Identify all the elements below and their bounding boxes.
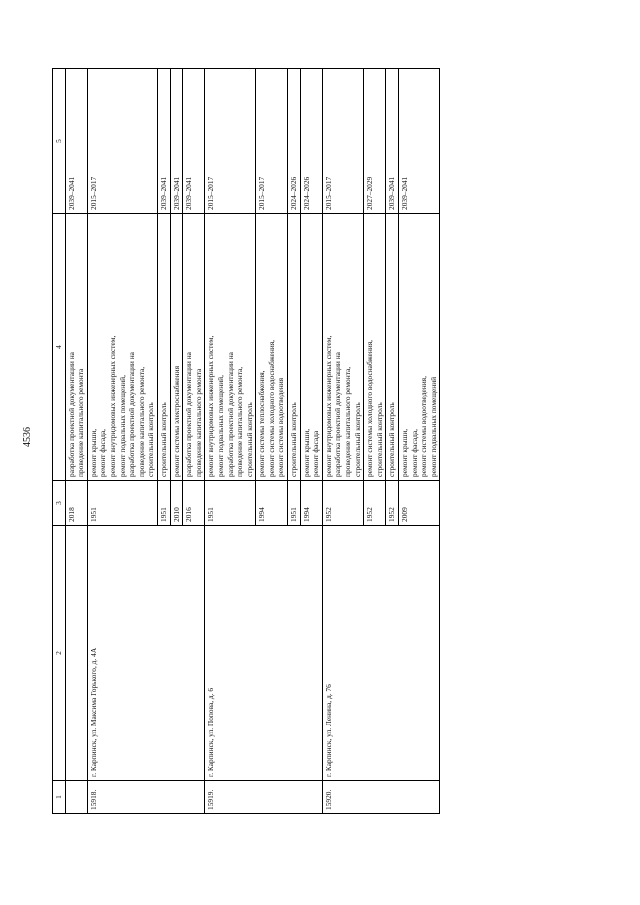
work-item: проведение капитального ремонта,	[136, 366, 146, 477]
table-row	[205, 69, 256, 814]
work-item: проведение капитального ремонта,	[343, 366, 353, 477]
period-cell: 2039–2041	[399, 69, 440, 214]
work-item: проведение капитального ремонта	[193, 368, 203, 477]
year-cell: 2016	[183, 481, 205, 526]
works-cell	[65, 214, 87, 481]
year-cell: 1951	[288, 481, 301, 526]
address-cell	[65, 526, 87, 781]
period-cell: 2039–2041	[183, 69, 205, 214]
header-col-2: 2	[53, 526, 66, 781]
works-cell	[386, 214, 399, 481]
work-item: ремонт фасада	[311, 430, 321, 477]
header-col-3: 3	[53, 481, 66, 526]
year-cell: 1994	[256, 481, 288, 526]
table-row	[322, 69, 363, 814]
works-cell	[183, 214, 205, 481]
table-row	[65, 69, 87, 814]
work-item: ремонт подвальных помещений	[428, 376, 438, 477]
work-item: строительный контроль	[387, 402, 397, 477]
house-number-cell: 15920.	[322, 781, 440, 814]
period-cell: 2039–2041	[157, 69, 170, 214]
period-cell: 2027–2029	[364, 69, 386, 214]
year-cell: 1951	[87, 481, 157, 526]
works-cell	[364, 214, 386, 481]
work-item: проведение капитального ремонта,	[235, 366, 245, 477]
table-row	[87, 69, 157, 814]
works-cell	[205, 214, 256, 481]
year-cell: 2018	[65, 481, 87, 526]
header-row	[53, 69, 66, 814]
work-item: строительный контроль	[374, 402, 384, 477]
page-number: 4536	[22, 427, 33, 447]
work-item: проведение капитального ремонта	[76, 368, 86, 477]
work-item: ремонт крыши,	[88, 428, 98, 477]
header-col-4: 4	[53, 214, 66, 481]
house-number-cell: 15918.	[87, 781, 205, 814]
year-cell: 1952	[386, 481, 399, 526]
work-item: разработка проектной документации на	[225, 352, 235, 477]
year-cell: 2009	[399, 481, 440, 526]
work-item: ремонт системы теплоснабжения,	[257, 370, 267, 477]
work-item: ремонт фасада,	[98, 429, 108, 477]
address-cell: г. Карпинск, ул. Ленина, д. 76	[322, 526, 440, 781]
works-cell	[399, 214, 440, 481]
period-cell: 2015–2017	[205, 69, 256, 214]
works-cell	[288, 214, 301, 481]
work-item: ремонт системы водоотведения	[276, 377, 286, 477]
address-cell: г. Карпинск, ул. Попова, д. 6	[205, 526, 323, 781]
work-item: ремонт внутридомовых инженерных систем,	[107, 335, 117, 477]
rotated-page	[52, 94, 532, 814]
work-item: ремонт подвальных помещений,	[215, 375, 225, 477]
year-cell: 2010	[170, 481, 183, 526]
period-cell: 2024–2026	[288, 69, 301, 214]
work-item: ремонт внутридомовых инженерных систем,	[323, 335, 333, 477]
period-cell: 2024–2026	[300, 69, 322, 214]
work-item: ремонт крыши,	[400, 428, 409, 477]
period-cell: 2039–2041	[65, 69, 87, 214]
year-cell: 1952	[364, 481, 386, 526]
address-cell: г. Карпинск, ул. Максима Горького, д. 4А	[87, 526, 205, 781]
work-item: ремонт системы холодного водоснабжения,	[266, 340, 276, 477]
work-item: строительный контроль	[244, 402, 254, 477]
work-item: разработка проектной документации на	[66, 352, 76, 477]
work-item: строительный контроль	[289, 402, 299, 477]
house-number-cell: 15919.	[205, 781, 323, 814]
header-col-1: 1	[53, 781, 66, 814]
year-cell: 1951	[157, 481, 170, 526]
work-item: разработка проектной документации на	[127, 352, 137, 477]
year-cell: 1994	[300, 481, 322, 526]
work-item: разработка проектной документации на	[333, 352, 343, 477]
table-body	[65, 69, 440, 814]
period-cell: 2039–2041	[386, 69, 399, 214]
year-cell: 1952	[322, 481, 363, 526]
work-item: ремонт системы электроснабжения	[171, 366, 181, 477]
work-item: ремонт системы водоотведения,	[419, 376, 429, 477]
period-cell: 2039–2041	[170, 69, 183, 214]
work-item: строительный контроль	[352, 402, 362, 477]
works-cell	[157, 214, 170, 481]
header-col-5: 5	[53, 69, 66, 214]
capital-repair-table	[52, 68, 440, 814]
year-cell: 1951	[205, 481, 256, 526]
works-cell	[87, 214, 157, 481]
work-item: ремонт внутридомовых инженерных систем,	[206, 335, 216, 477]
work-item: ремонт подвальных помещений,	[117, 375, 127, 477]
works-cell	[256, 214, 288, 481]
work-item: разработка проектной документации на	[184, 352, 194, 477]
work-item: строительный контроль	[158, 402, 168, 477]
house-number-cell	[65, 781, 87, 814]
work-item: строительный контроль	[146, 402, 156, 477]
works-cell	[170, 214, 183, 481]
period-cell: 2015–2017	[322, 69, 363, 214]
work-item: ремонт системы холодного водоснабжения,	[365, 340, 375, 477]
work-item: ремонт крыши,	[301, 428, 311, 477]
works-cell	[322, 214, 363, 481]
works-cell	[300, 214, 322, 481]
period-cell: 2015–2017	[87, 69, 157, 214]
work-item: ремонт фасада,	[409, 429, 419, 477]
period-cell: 2015–2017	[256, 69, 288, 214]
